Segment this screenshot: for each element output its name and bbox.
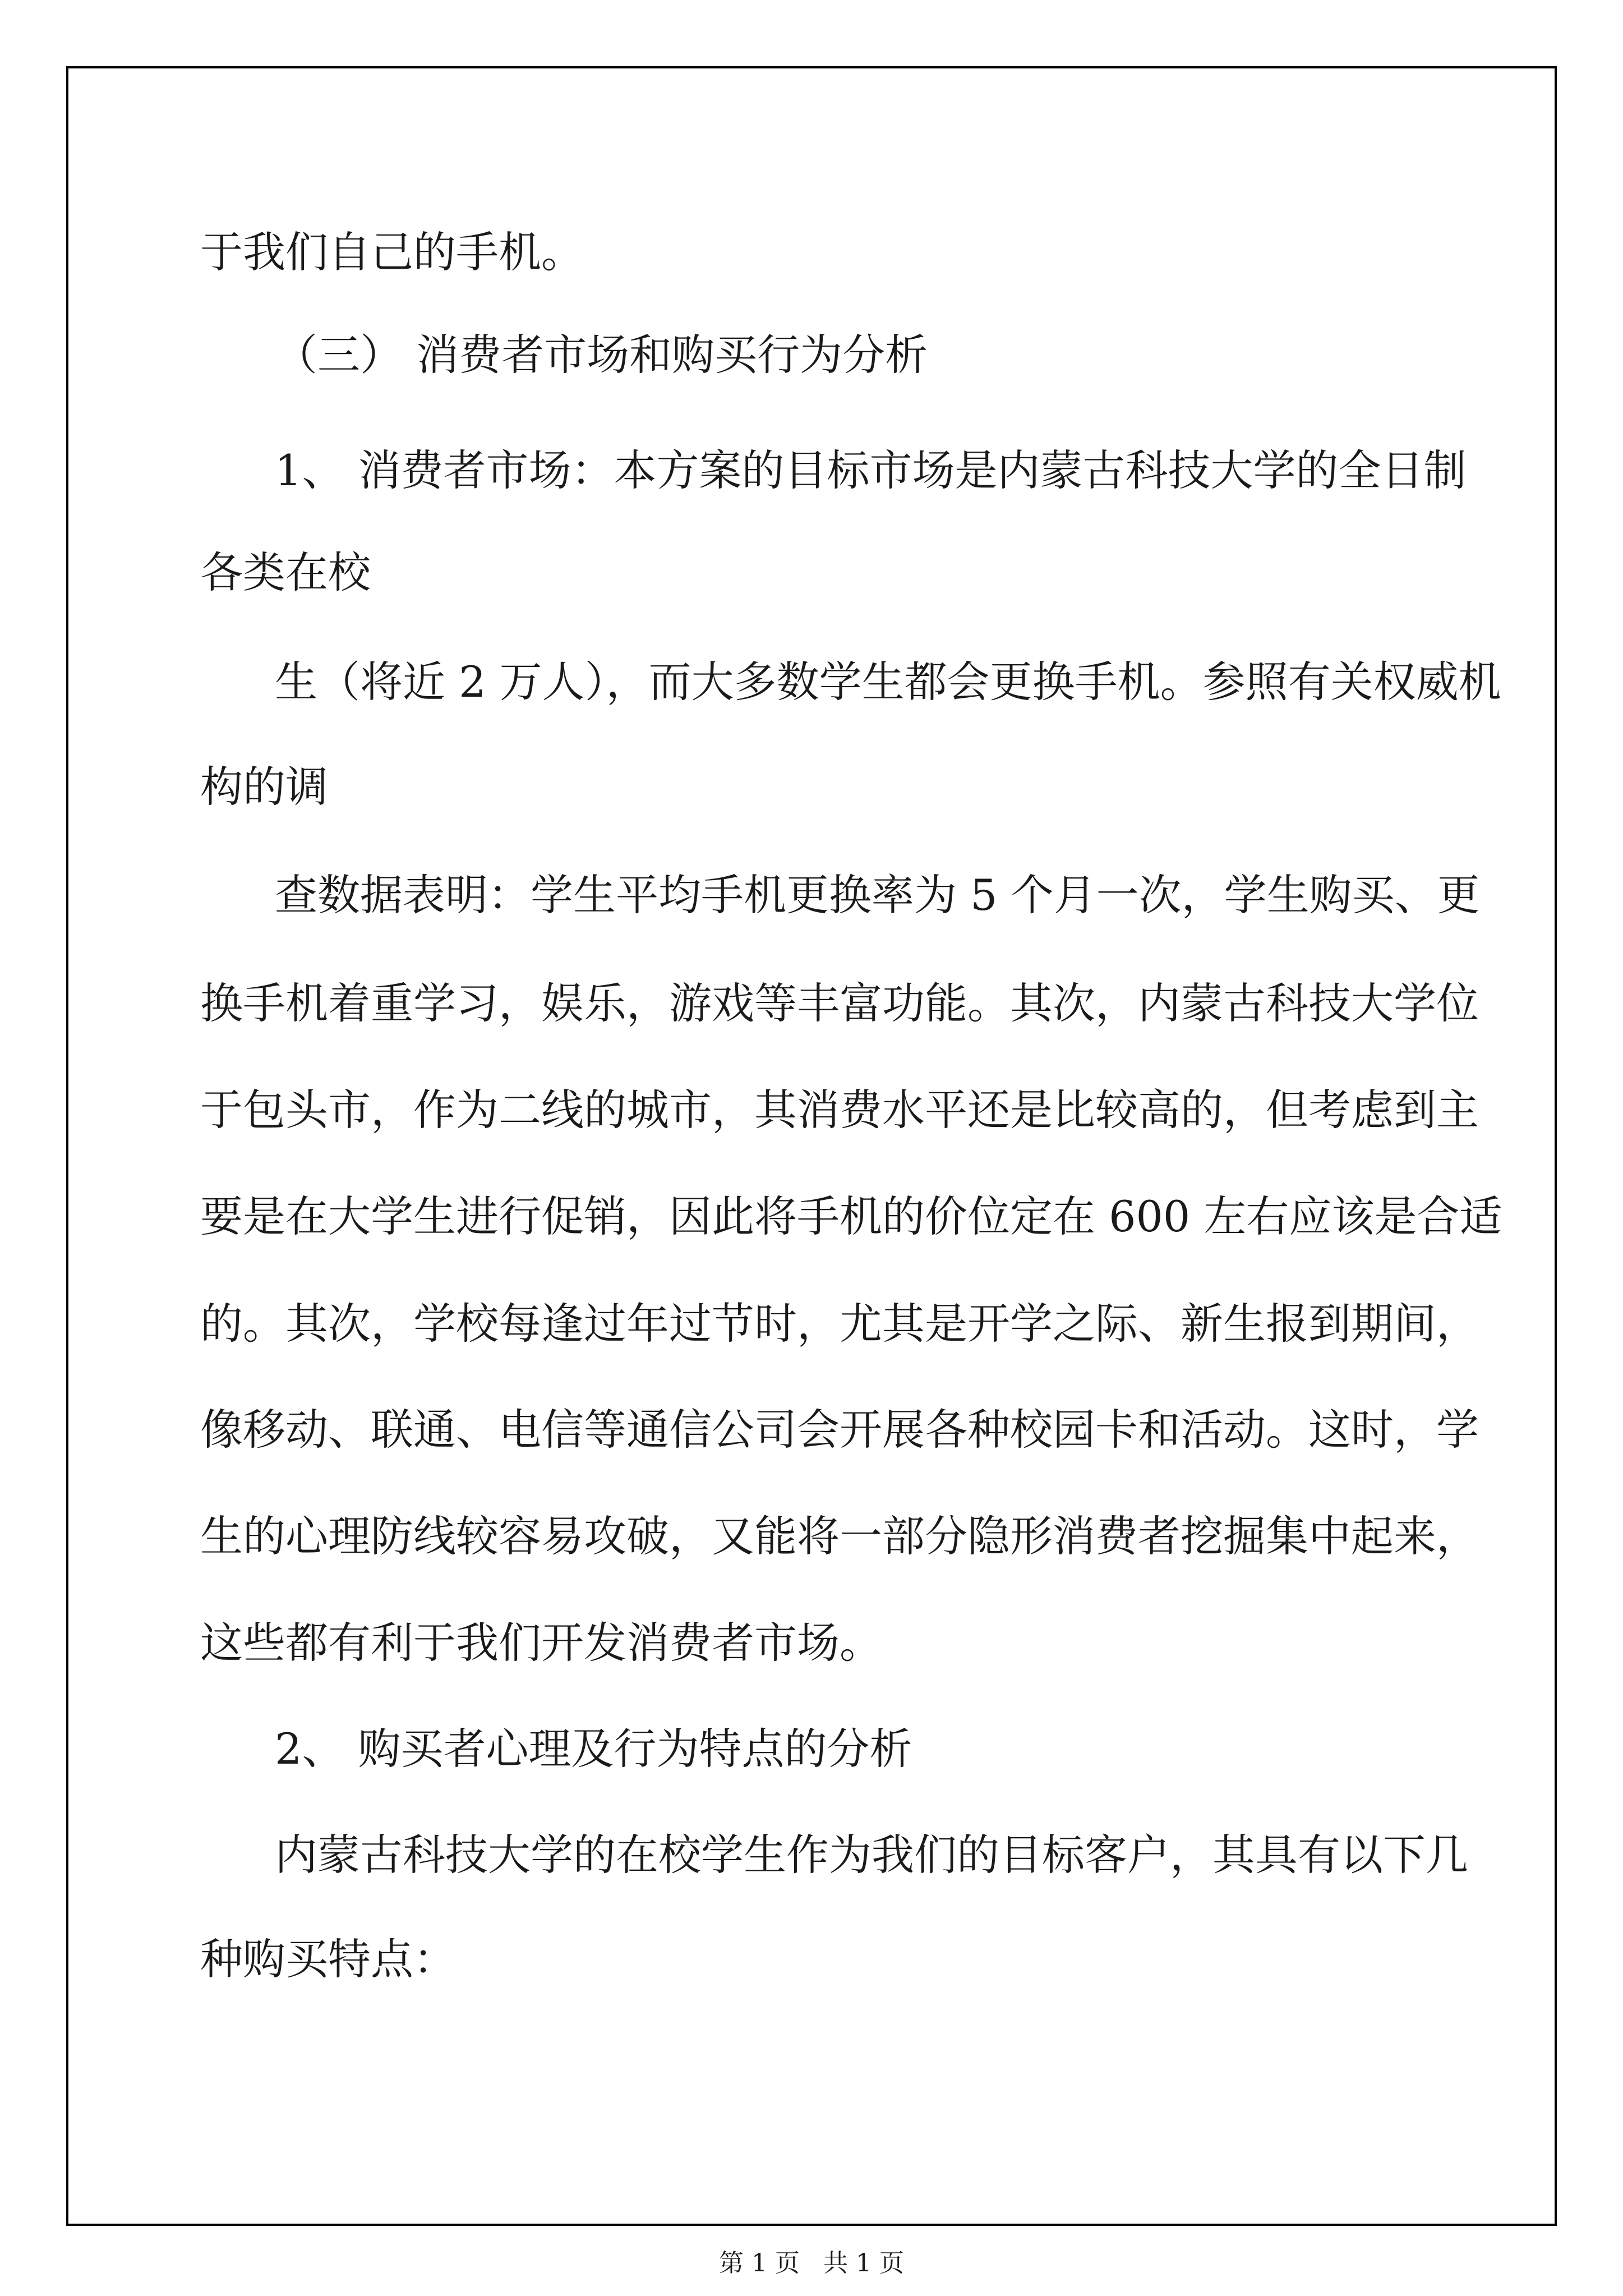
text-line-content: 像移动、联通、电信等通信公司会开展各种校园卡和活动。这时，学: [200, 1405, 1479, 1455]
text-line-content: 1、 消费者市场：本方案的目标市场是内蒙古科技大学的全日制: [275, 445, 1467, 495]
section-heading-text: （三） 消费者市场和购买行为分析: [275, 330, 928, 380]
text-line-content: 查数据表明：学生平均手机更换率为 5 个月一次，学生购买、更: [275, 870, 1480, 920]
text-line-content: 于我们自己的手机。: [200, 227, 584, 277]
text-line-content: 生（将近 2 万人），而大多数学生都会更换手机。参照有关权威机: [275, 657, 1501, 707]
text-line-content: 换手机着重学习，娱乐，游戏等丰富功能。其次，内蒙古科技大学位: [200, 978, 1479, 1028]
text-line-content: 生的心理防线较容易攻破，又能将一部分隐形消费者挖掘集中起来，: [200, 1511, 1479, 1561]
page-number: 第 1 页: [719, 2249, 800, 2277]
text-line-content: 各类在校: [200, 547, 371, 597]
text-line-content: 这些都有利于我们开发消费者市场。: [200, 1618, 882, 1668]
page-total: 共 1 页: [823, 2249, 904, 2277]
text-line-content: 要是在大学生进行促销，因此将手机的价位定在 600 左右应该是合适: [200, 1191, 1502, 1241]
section-heading-text: 2、 购买者心理及行为特点的分析: [275, 1724, 912, 1774]
text-line-content: 构的调: [200, 762, 328, 812]
page-border: [66, 66, 1557, 2226]
text-line-content: 种购买特点：: [200, 1934, 456, 1984]
text-line-content: 内蒙古科技大学的在校学生作为我们的目标客户，其具有以下几: [275, 1830, 1468, 1880]
page-footer: [0, 2243, 1623, 2279]
text-line-content: 于包头市，作为二线的城市，其消费水平还是比较高的，但考虑到主: [200, 1085, 1479, 1135]
text-line-content: 的。其次，学校每逢过年过节时，尤其是开学之际、新生报到期间，: [200, 1299, 1479, 1349]
